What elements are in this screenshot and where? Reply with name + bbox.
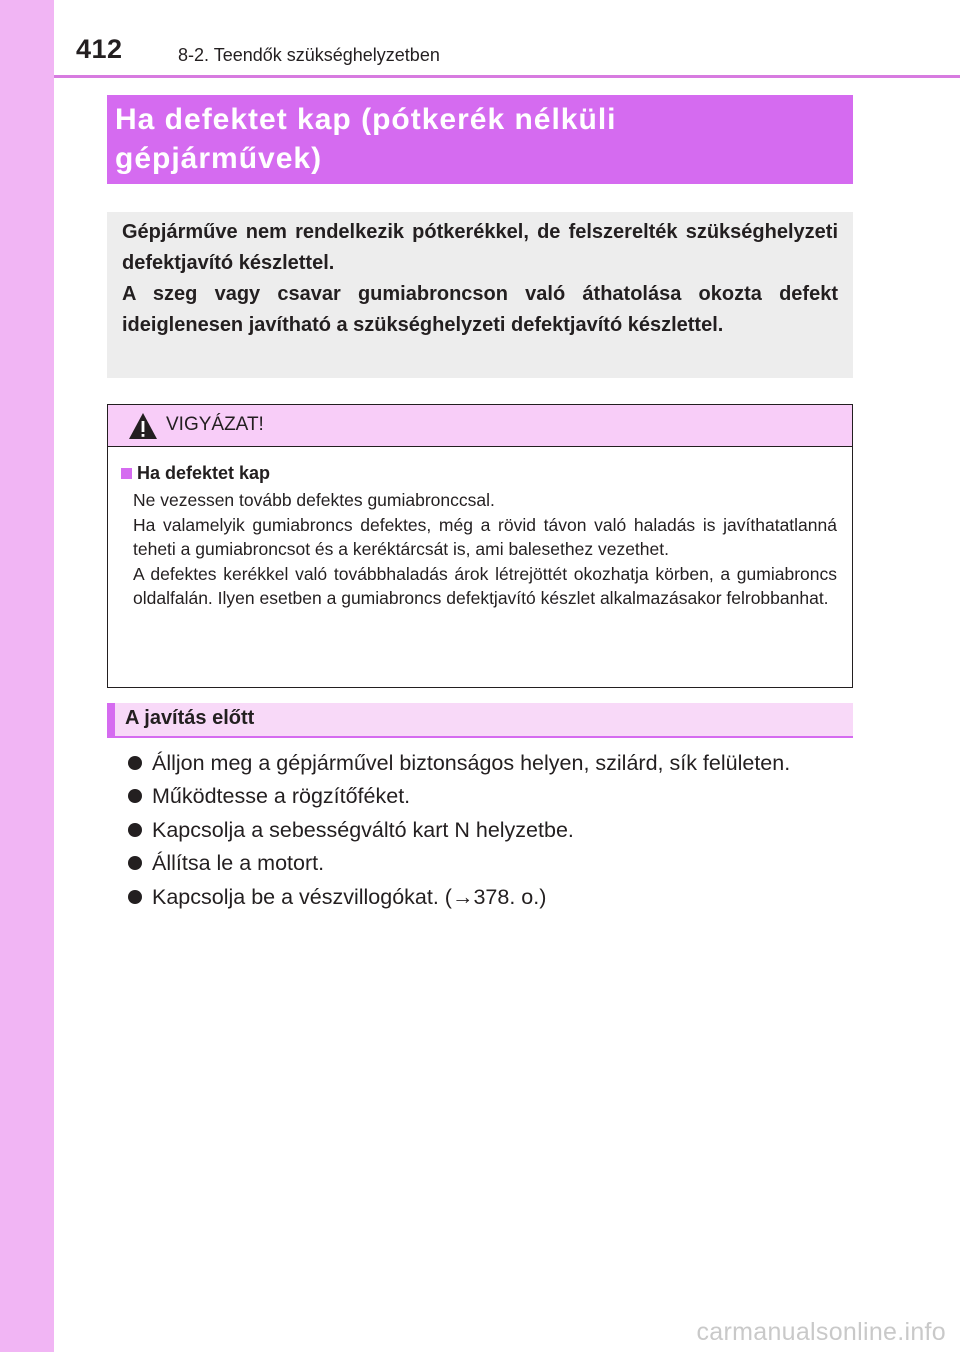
- bullet-dot-icon: [128, 890, 142, 904]
- warning-box: [107, 404, 853, 688]
- warning-subtitle: [121, 463, 825, 484]
- list-item-text: Kapcsolja a sebességváltó kart N helyzetbe.: [152, 817, 574, 842]
- list-item: [128, 780, 790, 813]
- list-item: [128, 814, 790, 847]
- intro-paragraph-2: A szeg vagy csavar gumiabroncson való áthatolása okozta defekt ideiglenesen javítható a szükséghelyzeti defektjavító készlettel.: [122, 283, 838, 336]
- warning-body: [108, 447, 852, 611]
- list-item: [128, 747, 790, 780]
- page-title-line-1: Ha defektet kap (pótkerék nélküli: [115, 103, 617, 136]
- bullet-dot-icon: [128, 756, 142, 770]
- section-title: 8-2. Teendők szükséghelyzetben: [178, 45, 440, 65]
- before-repair-list: [128, 747, 790, 914]
- warning-paragraph: Ne vezessen tovább defektes gumiabronccsal.: [133, 490, 495, 510]
- page-number: 412: [76, 34, 123, 64]
- list-item-text: Működtesse a rögzítőféket.: [152, 784, 411, 809]
- list-item-text: Állítsa le a motort.: [152, 851, 325, 876]
- page-title-banner: [107, 95, 853, 184]
- warning-triangle-icon: [128, 412, 158, 440]
- intro-paragraph-1: Gépjárműve nem rendelkezik pótkerékkel, de felszerelték szükséghelyzeti defektjavító készlettel.: [122, 221, 838, 274]
- list-item-text: Kapcsolja be a vészvillogókat. (→378. o.): [152, 884, 547, 909]
- bullet-dot-icon: [128, 789, 142, 803]
- before-repair-heading: [107, 703, 853, 738]
- bullet-dot-icon: [128, 823, 142, 837]
- square-bullet-icon: [121, 468, 132, 479]
- list-item: [128, 881, 790, 914]
- warning-header: [108, 405, 852, 447]
- list-item-text: Álljon meg a gépjárművel biztonságos helyen, szilárd, sík felületen.: [152, 751, 791, 775]
- bullet-dot-icon: [128, 856, 142, 870]
- intro-box: [107, 212, 853, 378]
- header-rule: [54, 75, 960, 78]
- warning-paragraph: Ha valamelyik gumiabroncs defektes, még a rövid távon való haladás is javíthatatlanná teheti a gumiabroncsot és a keréktárcsát is, ami balesethez vezethet.: [133, 514, 837, 559]
- warning-paragraph: A defektes kerékkel való továbbhaladás árok létrejöttét okozhatja körben, a gumiabroncs oldalfalán. Ilyen esetben a gumiabroncs defektjavító készlet alkalmazásakor felrobbanhat.: [133, 563, 837, 608]
- list-item: [128, 847, 790, 880]
- warning-subtitle-text: Ha defektet kap: [137, 463, 271, 483]
- watermark: carmanualsonline.info: [696, 1318, 946, 1346]
- page-title-line-2: gépjárművek): [115, 142, 323, 175]
- before-repair-heading-text: A javítás előtt: [125, 707, 255, 729]
- warning-title: VIGYÁZAT!: [166, 414, 264, 435]
- side-color-strip: [0, 0, 54, 1352]
